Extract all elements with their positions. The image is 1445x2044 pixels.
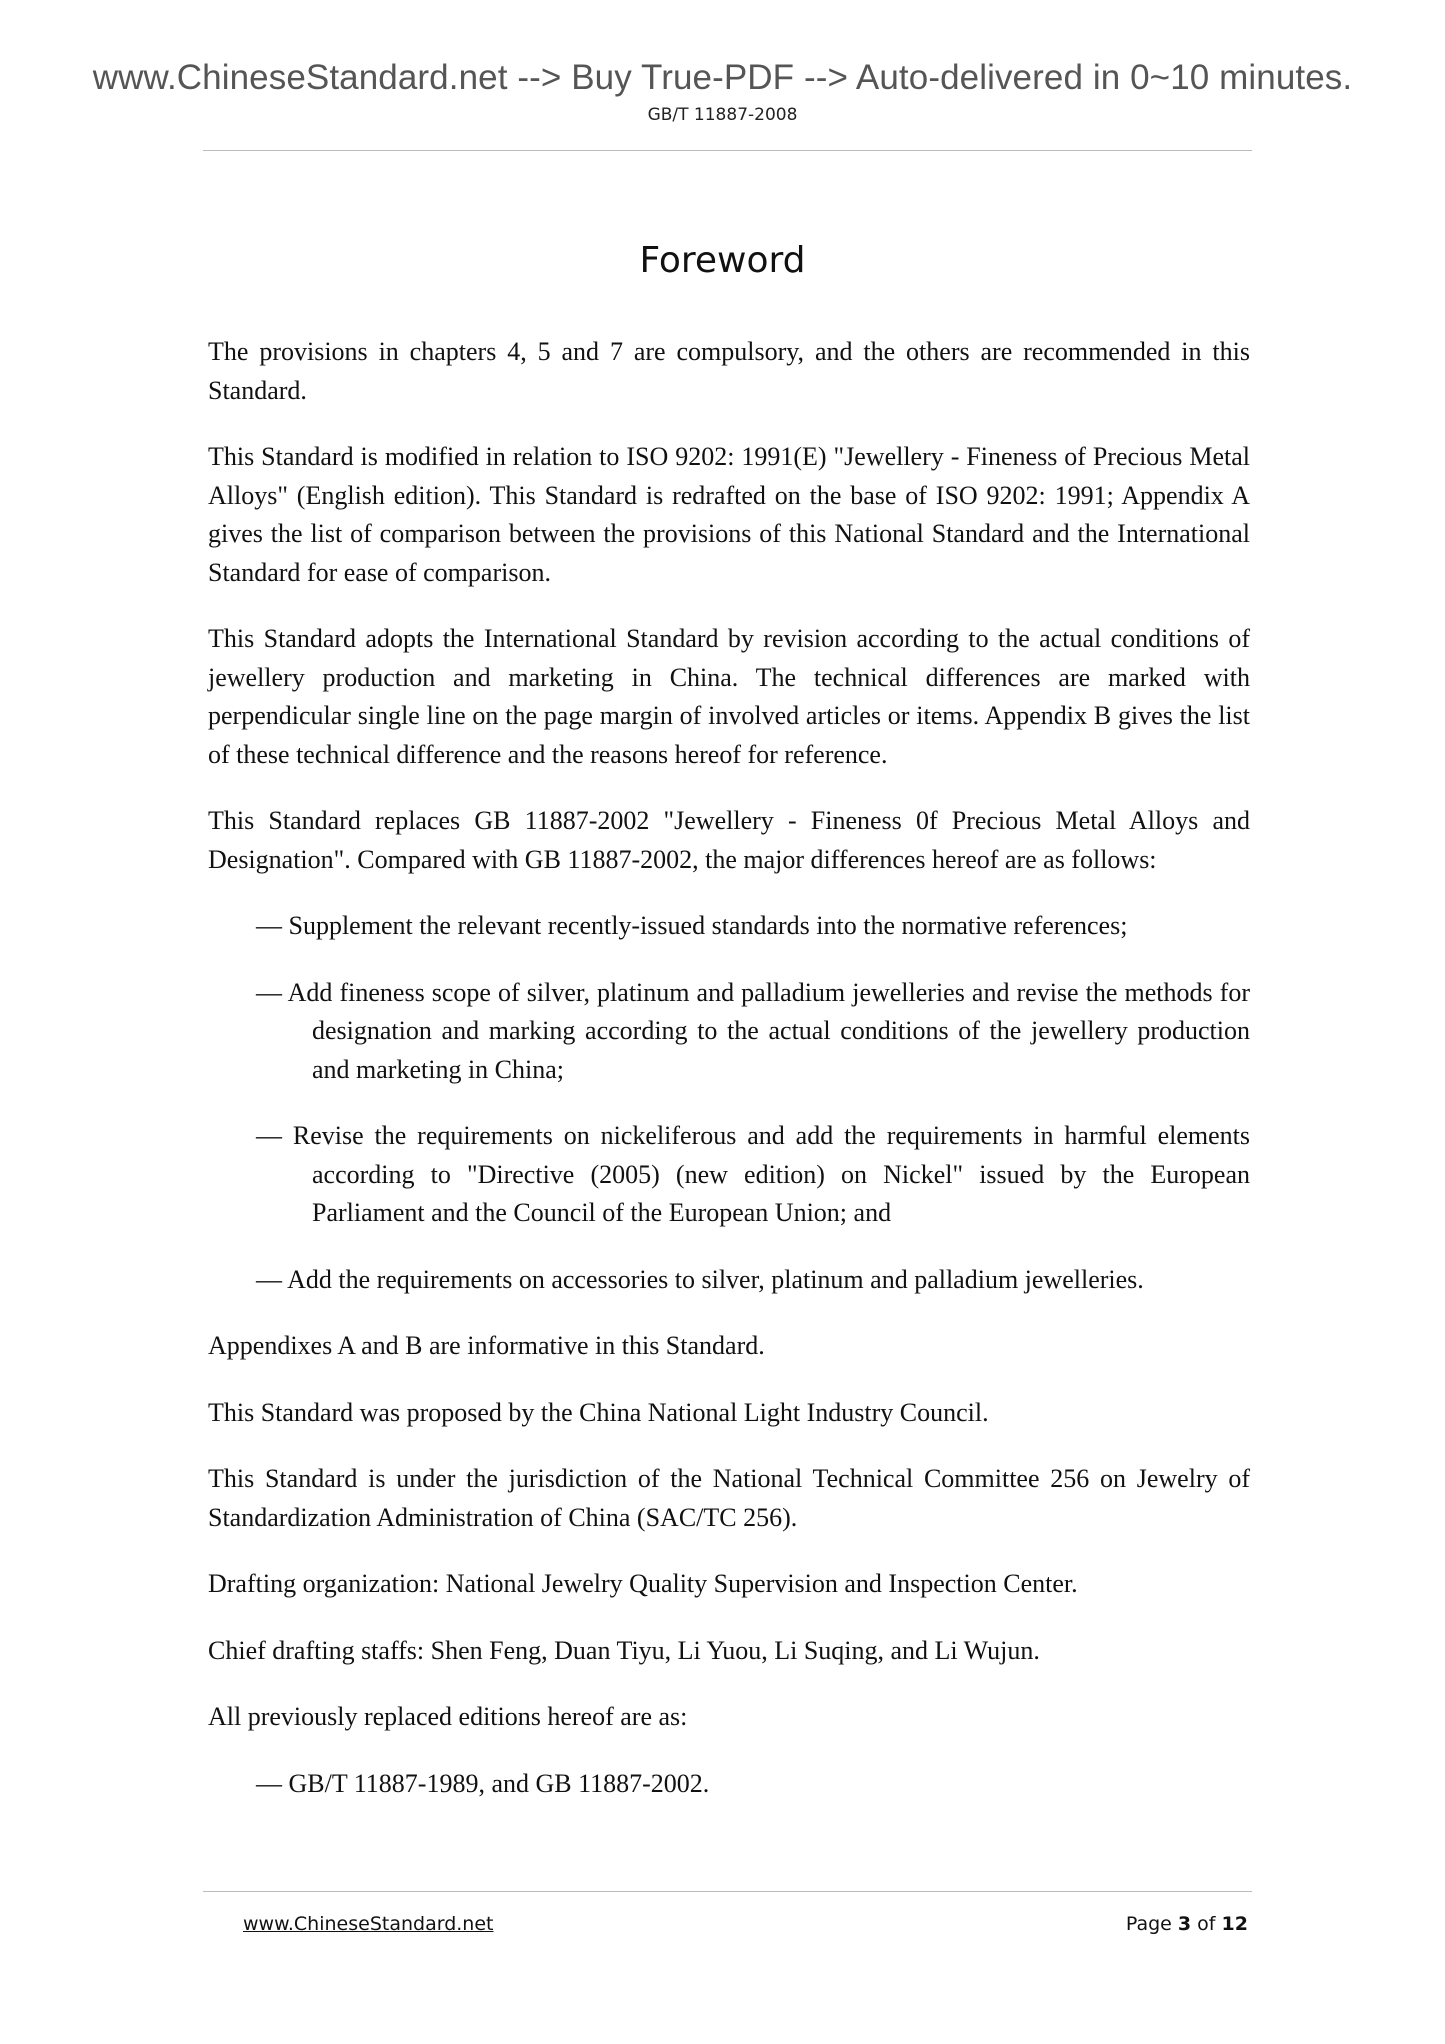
list-item-nickel-requirements: — Revise the requirements on nickeliferous and add the requirements in harmful elements according to "Directive (2005) (new edition) on Nickel" issued by the European Parliament and the Council of the European Union; and (256, 1121, 1250, 1227)
list-item-accessories: — Add the requirements on accessories to silver, platinum and palladium jewelleries. (256, 1264, 1144, 1294)
page-total: 12 (1221, 1913, 1248, 1935)
header-divider (203, 150, 1252, 151)
paragraph-drafting-staff: Chief drafting staffs: Shen Feng, Duan Tiyu, Li Yuou, Li Suqing, and Li Wujun. (208, 1635, 1040, 1665)
paragraph-appendixes: Appendixes A and B are informative in this Standard. (208, 1331, 765, 1360)
paragraph-compulsory-provisions: The provisions in chapters 4, 5 and 7 are compulsory, and the others are recommended in this Standard. (208, 337, 1250, 405)
header-banner: www.ChineseStandard.net --> Buy True-PDF --> Auto-delivered in 0~10 minutes. (92, 58, 1353, 97)
page-word: Page (1125, 1913, 1172, 1935)
page-current: 3 (1177, 1913, 1192, 1935)
footer-divider (203, 1891, 1252, 1892)
list-item-normative-references: — Supplement the relevant recently-issued standards into the normative references; (256, 911, 1128, 940)
list-item-fineness-scope: — Add fineness scope of silver, platinum and palladium jewelleries and revise the methods for designation and marking according to the actual conditions of the jewellery production and marketing in China; (256, 977, 1250, 1084)
document-id: GB/T 11887-2008 (647, 105, 798, 125)
paragraph-replacement: This Standard replaces GB 11887-2002 "Jewellery - Fineness 0f Precious Metal Alloys and Designation". Compared with GB 11887-2002, the major differences hereof are as follows: (208, 806, 1250, 874)
footer-website-link[interactable]: www.ChineseStandard.net (243, 1913, 494, 1935)
paragraph-technical-differences: This Standard adopts the International Standard by revision according to the actual conditions of jewellery production and marketing in China. The technical differences are marked with perpendicular single line on the page margin of involved articles or items. Appendix B gives the list of these technical difference and the reasons hereof for reference. (208, 624, 1250, 769)
paragraph-proposed-by: This Standard was proposed by the China National Light Industry Council. (208, 1397, 989, 1427)
list-item-previous-editions: — GB/T 11887-1989, and GB 11887-2002. (256, 1768, 710, 1798)
page-of: of (1197, 1913, 1216, 1935)
paragraph-previous-editions: All previously replaced editions hereof are as: (208, 1702, 688, 1731)
page-title: Foreword (639, 240, 806, 281)
paragraph-drafting-organization: Drafting organization: National Jewelry Quality Supervision and Inspection Center. (208, 1569, 1078, 1598)
paragraph-jurisdiction: This Standard is under the jurisdiction of the National Technical Committee 256 on Jewelry of Standardization Administration of China (SAC/TC 256). (208, 1464, 1250, 1532)
paragraph-iso-relation: This Standard is modified in relation to ISO 9202: 1991(E) "Jewellery - Fineness of Precious Metal Alloys" (English edition). This Standard is redrafted on the base of ISO 9202: 1991; Appendix A gives the list of comparison between the provisions of this National Standard and the International Standard for ease of comparison. (208, 442, 1250, 587)
foreword-body (208, 333, 1250, 1831)
page-number (1126, 1913, 1248, 1935)
